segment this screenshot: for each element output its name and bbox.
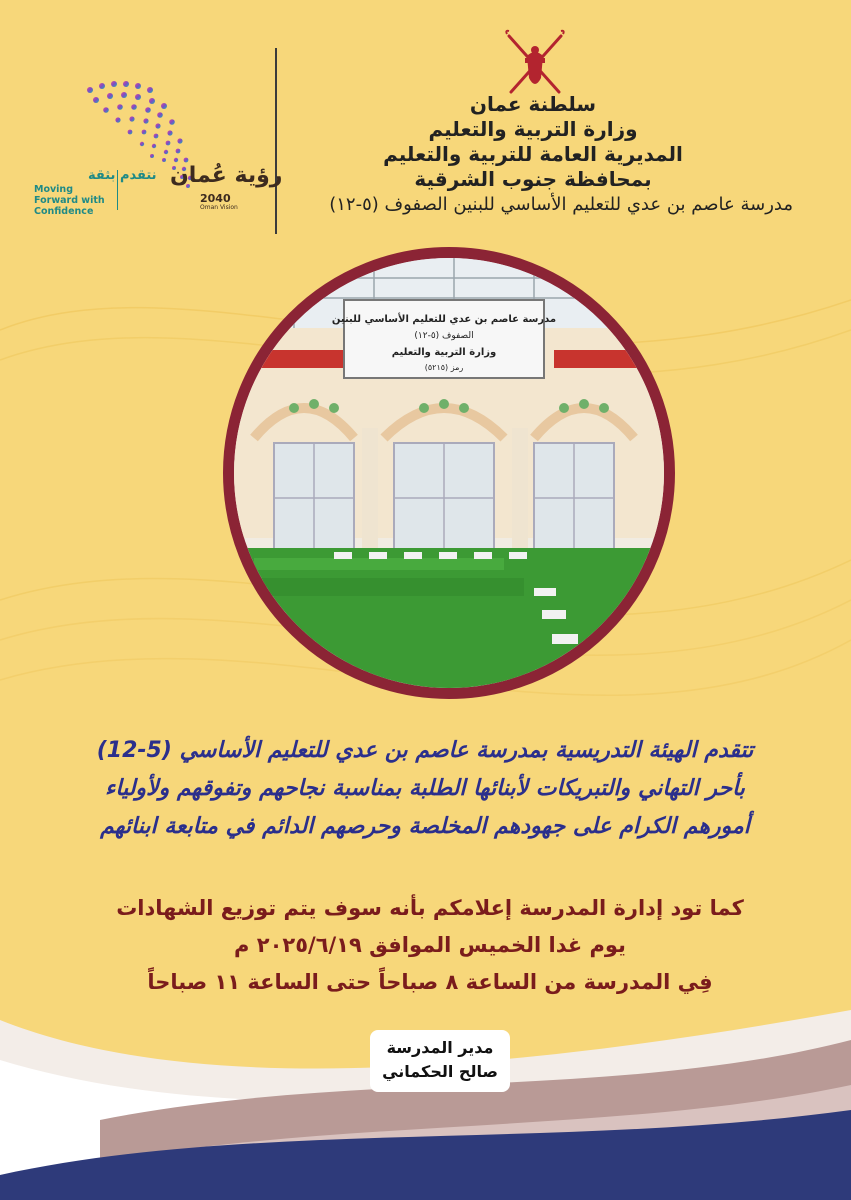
photo-sign-line2: الصفوف (٥-١٢) xyxy=(414,331,474,341)
congratulations-text xyxy=(30,732,820,846)
vision-tagline-ar: نتقدم بثقة xyxy=(88,168,157,183)
notice-line-2: يوم غدا الخميس الموافق ٢٠٢٥/٦/١٩ م xyxy=(234,933,626,957)
signature-title: مدير المدرسة xyxy=(386,1038,494,1057)
congrats-line-3: أمورهم الكرام على جهودهم المخلصة وحرصهم الدائم في متابعة ابنائهم xyxy=(100,814,750,839)
vision-subtitle: Oman Vision xyxy=(200,204,238,211)
header-line-sultanate: سلطنة عمان xyxy=(469,92,597,116)
header-line-ministry: وزارة التربية والتعليم xyxy=(428,117,638,141)
vision-year: 2040 xyxy=(200,192,231,205)
vision-tagline-en: Moving Forward with Confidence xyxy=(34,184,105,217)
vision-name-ar: رؤية عُمان xyxy=(170,163,283,188)
school-photo xyxy=(223,247,675,699)
notice-line-1: كما تود إدارة المدرسة إعلامكم بأنه سوف يتم توزيع الشهادات xyxy=(116,896,744,920)
header-text xyxy=(273,92,793,217)
header-line-governorate: بمحافظة جنوب الشرقية xyxy=(414,167,652,191)
photo-sign-line4: رمز (٥٢١٥) xyxy=(424,363,464,372)
signature-name: صالح الحكماني xyxy=(382,1062,498,1081)
header-line-school: مدرسة عاصم بن عدي للتعليم الأساسي للبنين الصفوف (٥-١٢) xyxy=(329,194,793,215)
congrats-line-2: بأحر التهاني والتبريكات لأبنائها الطلبة بمناسبة نجاحهم وتفوقهم ولأولياء xyxy=(105,776,745,801)
school-building-illustration xyxy=(234,258,664,688)
header xyxy=(0,20,851,220)
photo-sign-line3: وزارة التربية والتعليم xyxy=(391,347,497,358)
signature-box xyxy=(370,1030,510,1092)
notice-line-3: فِي المدرسة من الساعة ٨ صباحاً حتى الساعة ١١ صباحاً xyxy=(147,970,713,994)
congrats-line-1: تتقدم الهيئة التدريسية بمدرسة عاصم بن عدي للتعليم الأساسي (5-12) xyxy=(96,738,754,763)
photo-sign-line1: مدرسة عاصم بن عدي للتعليم الأساسي للبنين xyxy=(331,314,557,325)
header-line-directorate: المديرية العامة للتربية والتعليم xyxy=(383,142,683,166)
